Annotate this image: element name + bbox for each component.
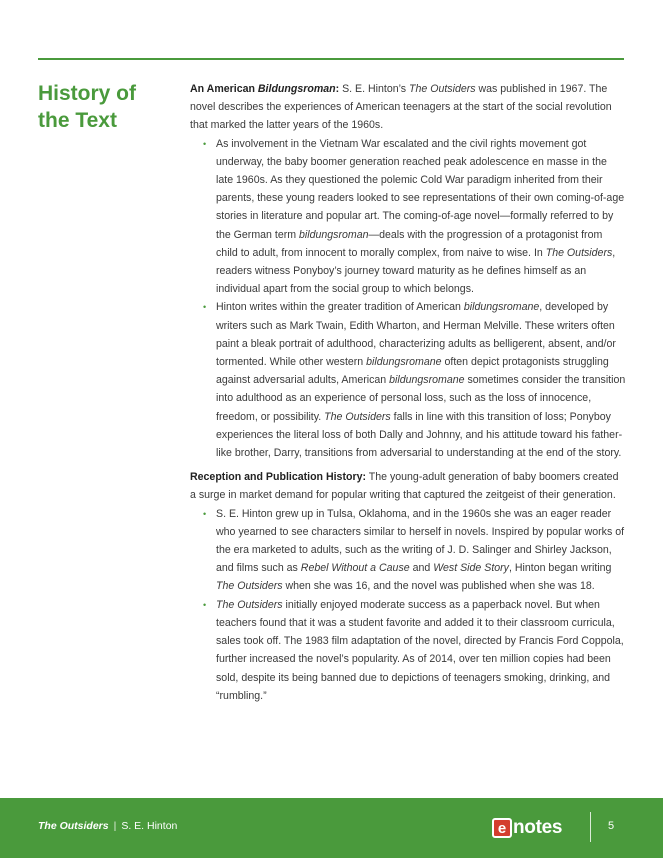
- section-bildungsroman: [190, 80, 626, 462]
- top-rule: [38, 58, 624, 60]
- section-intro: Reception and Publication History: The young-adult generation of baby boomers created a surge in market demand for popular writing that captured the zeitgeist of their generation.: [190, 471, 619, 502]
- list-item: • S. E. Hinton grew up in Tulsa, Oklahoma, and in the 1960s she was an eager reader who yearned to see characters similar to herself in novels. Inspired by popular works of the era marketed to adults, such as the writing of J. D. Salinger and Shirley Jackson, and films such as Rebel Without a Cause and West Side Story, Hinton began writing The Outsiders when she was 16, and the novel was published when she was 18.: [216, 505, 626, 596]
- footer-divider: [590, 812, 591, 842]
- main-content: [190, 80, 626, 705]
- section-reception: [190, 468, 626, 705]
- list-item: • Hinton writes within the greater tradition of American bildungsromane, developed by writers such as Mark Twain, Edith Wharton, and Herman Melville. These writers often paint a bleak portrait of adulthood, characterizing adults as belligerent, absent, and/or tormented. While other western bildungsromane often depict protagonists struggling against adversarial adults, American bildungsromane sometimes consider the transition into adulthood as an experience of personal loss, such as the loss of innocence, freedom, or possibility. The Outsiders falls in line with this transition of loss; Ponyboy experiences the literal loss of both Dally and Johnny, and his attitude toward his father-like brother, Darry, transitions from adversarial to understanding at the end of the story.: [216, 298, 626, 462]
- enotes-logo-icon: e: [492, 818, 512, 838]
- page-footer: [0, 798, 663, 858]
- footer-separator: |: [113, 820, 117, 832]
- footer-author: S. E. Hinton: [121, 820, 178, 832]
- bullet-list: [190, 135, 626, 463]
- section-intro: An American Bildungsroman: S. E. Hinton’s The Outsiders was published in 1967. The novel describes the experiences of American teenagers at the start of the social revolution that marked the latter years of the 1960s.: [190, 83, 612, 132]
- bullet-list: [190, 505, 626, 705]
- section-heading: An American Bildungsroman:: [190, 83, 340, 95]
- section-heading: Reception and Publication History:: [190, 471, 366, 484]
- enotes-logo[interactable]: [492, 816, 562, 840]
- enotes-logo-text: notes: [513, 817, 563, 838]
- list-item: • As involvement in the Vietnam War escalated and the civil rights movement got underway, the baby boomer generation reached peak adolescence en masse in the late 1960s. As they questioned the polemic Cold War paradigm inherited from their parents, these young readers looked to see representations of their own coming-of-age stories in literature and popular art. The coming-of-age novel—formally referred to by the German term bildungsroman—deals with the progression of a protagonist from child to adult, from innocent to morally complex, from naive to wise. In The Outsiders, readers witness Ponyboy’s journey toward maturity as he defines himself as an individual apart from the social group to which belongs.: [216, 135, 626, 299]
- footer-citation: [38, 820, 177, 832]
- page-title: History of the Text: [38, 82, 137, 132]
- footer-book-title: The Outsiders: [38, 820, 109, 832]
- list-item: • The Outsiders initially enjoyed moderate success as a paperback novel. But when teachers found that it was a student favorite and added it to their classroom curricula, sales took off. The 1983 film adaptation of the novel, directed by Francis Ford Coppola, further increased the novel’s popularity. As of 2014, over ten million copies had been sold, despite its being banned due to depictions of teenagers smoking, drinking, and “rumbling.”: [216, 596, 626, 705]
- page-number: 5: [608, 820, 615, 832]
